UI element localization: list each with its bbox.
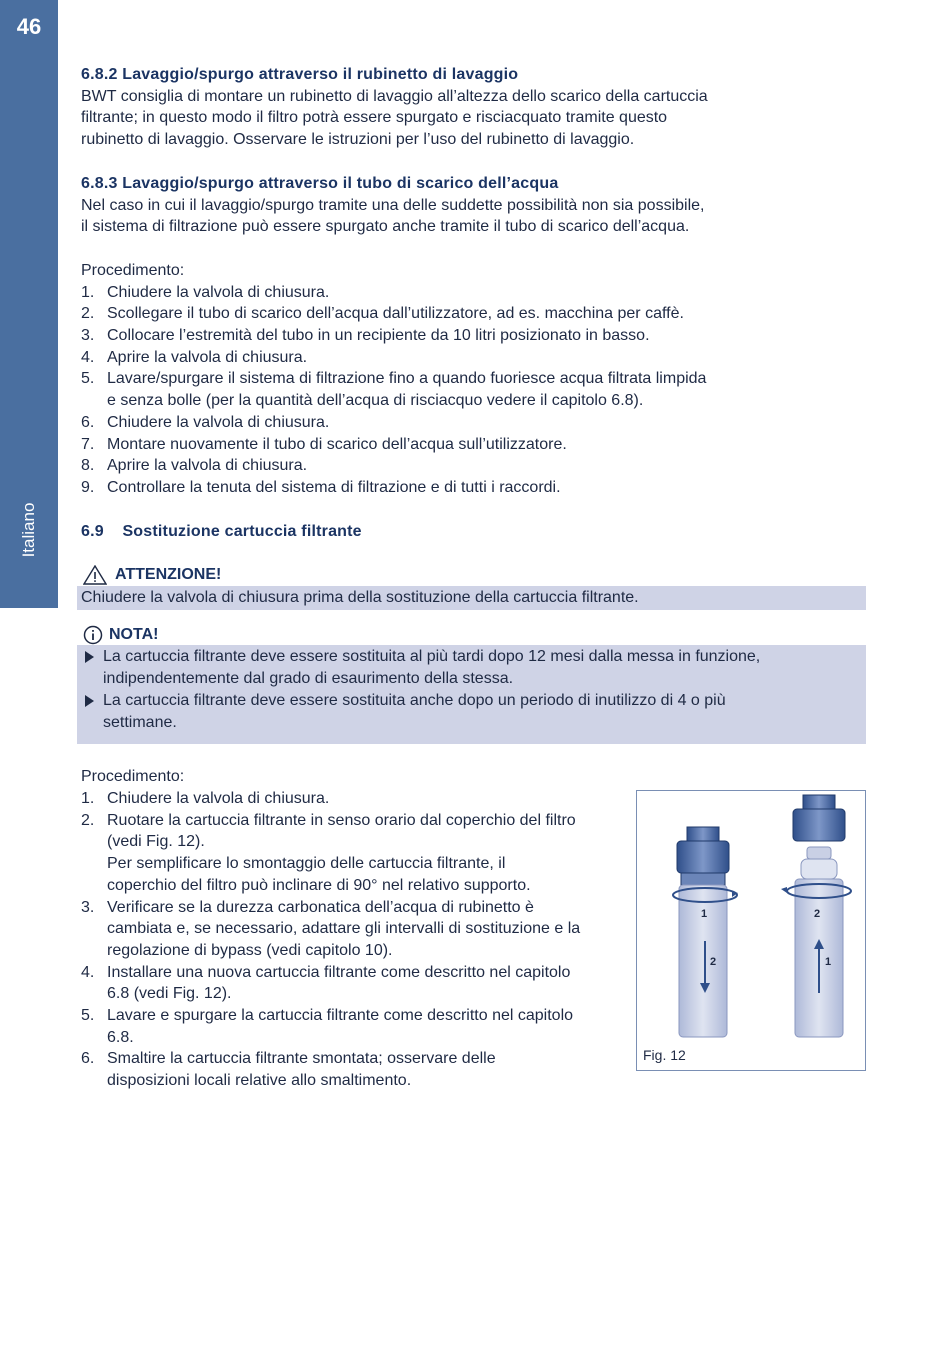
step-text: 6.8. bbox=[107, 1028, 134, 1046]
step-text: disposizioni locali relative allo smaltimento. bbox=[107, 1072, 412, 1090]
step-text: regolazione di bypass (vedi capitolo 10). bbox=[107, 941, 393, 959]
bullet-arrow-icon bbox=[85, 695, 94, 707]
step-text: cambiata e, se necessario, adattare gli intervalli di sostituzione e la bbox=[107, 920, 581, 938]
step-number: 9. bbox=[81, 478, 95, 496]
step-number: 5. bbox=[81, 370, 95, 388]
procedure-list-6-8-3 bbox=[81, 282, 871, 499]
step-number: 7. bbox=[81, 435, 95, 453]
step-text: Montare nuovamente il tubo di scarico dell’acqua sull’utilizzatore. bbox=[107, 435, 567, 453]
step-text: 6.8 (vedi Fig. 12). bbox=[107, 985, 232, 1003]
paragraph-6-8-3: Nel caso in cui il lavaggio/spurgo tramite una delle suddette possibilità non sia possibile, il sistema di filtrazione può essere spurgato anche tramite il tubo di scarico dell’acqua. bbox=[81, 196, 705, 236]
step-number: 6. bbox=[81, 413, 95, 431]
heading-6-8-3: 6.8.3 Lavaggio/spurgo attraverso il tubo di scarico dell’acqua bbox=[81, 174, 559, 192]
replacement-procedure bbox=[81, 766, 871, 1092]
note-bullet: La cartuccia filtrante deve essere sostituita anche dopo un periodo di inutilizzo di 4 o più settimane. bbox=[81, 690, 862, 733]
page-number: 46 bbox=[16, 14, 42, 39]
step-text: Chiudere la valvola di chiusura. bbox=[107, 413, 330, 431]
note-box bbox=[77, 645, 866, 744]
procedure-step bbox=[81, 897, 626, 962]
note-bullet: La cartuccia filtrante deve essere sostituita al più tardi dopo 12 mesi dalla messa in funzione, indipendentemente dal grado di esaurimento della stessa. bbox=[81, 646, 862, 689]
procedure-step bbox=[81, 347, 871, 369]
step-text: Ruotare la cartuccia filtrante in senso orario dal coperchio del filtro bbox=[107, 811, 576, 829]
note-header bbox=[83, 624, 871, 646]
step-text: (vedi Fig. 12). bbox=[107, 833, 205, 851]
procedure-step bbox=[81, 434, 871, 456]
paragraph-6-8-2: BWT consiglia di montare un rubinetto di lavaggio all’altezza dello scarico della cartuccia filtrante; in questo modo il filtro potrà essere spurgato e risciacquato tramite questo rubinetto di lavaggio. Osservare le istruzioni per l’uso del rubinetto di lavaggio. bbox=[81, 87, 708, 149]
bullet-arrow-icon bbox=[85, 651, 94, 663]
step-text: Per semplificare lo smontaggio delle cartuccia filtrante, il bbox=[107, 855, 506, 873]
step-text: Aprire la valvola di chiusura. bbox=[107, 457, 308, 475]
procedure-step bbox=[81, 325, 871, 347]
step-number: 1. bbox=[81, 789, 95, 807]
step-text: Collocare l’estremità del tubo in un recipiente da 10 litri posizionato in basso. bbox=[107, 327, 650, 345]
procedure-step bbox=[81, 1005, 626, 1048]
cartridge-left bbox=[673, 827, 738, 1037]
step-number: 2. bbox=[81, 811, 95, 829]
step-number: 8. bbox=[81, 457, 95, 475]
step-text: Installare una nuova cartuccia filtrante come descritto nel capitolo bbox=[107, 963, 571, 981]
figure-12 bbox=[636, 790, 866, 1071]
procedure-label: Procedimento: bbox=[81, 261, 185, 279]
warning-label: ATTENZIONE! bbox=[115, 566, 222, 584]
step-text: Verificare se la durezza carbonatica dell’acqua di rubinetto è bbox=[107, 898, 534, 916]
step-text: Lavare/spurgare il sistema di filtrazione fino a quando fuoriesce acqua filtrata limpida bbox=[107, 370, 707, 388]
step-text: coperchio del filtro può inclinare di 90° nel relativo supporto. bbox=[107, 876, 531, 894]
step-text: Chiudere la valvola di chiusura. bbox=[107, 283, 330, 301]
procedure-step bbox=[81, 412, 871, 434]
procedure-step bbox=[81, 282, 871, 304]
procedure-step bbox=[81, 477, 871, 499]
warning-box bbox=[77, 586, 866, 610]
warning-header bbox=[83, 564, 871, 586]
figure-left-num-2: 2 bbox=[710, 956, 717, 969]
figure-caption: Fig. 12 bbox=[643, 1046, 686, 1063]
info-icon bbox=[83, 625, 103, 645]
step-text: Controllare la tenuta del sistema di filtrazione e di tutti i raccordi. bbox=[107, 478, 561, 496]
step-number: 4. bbox=[81, 348, 95, 366]
step-text: e senza bolle (per la quantità dell’acqua di risciacquo vedere il capitolo 6.8). bbox=[107, 392, 644, 410]
step-number: 3. bbox=[81, 327, 95, 345]
page-content bbox=[81, 64, 871, 1092]
filter-cartridge-illustration bbox=[637, 791, 865, 1049]
heading-6-9: 6.9 Sostituzione cartuccia filtrante bbox=[81, 522, 362, 540]
procedure-step bbox=[81, 962, 626, 1005]
step-text: Chiudere la valvola di chiusura. bbox=[107, 789, 330, 807]
language-label: Italiano bbox=[19, 502, 38, 558]
step-text: Lavare e spurgare la cartuccia filtrante come descritto nel capitolo bbox=[107, 1007, 574, 1025]
heading-6-8-2: 6.8.2 Lavaggio/spurgo attraverso il rubinetto di lavaggio bbox=[81, 66, 519, 83]
cartridge-right bbox=[781, 795, 851, 1037]
procedure-list-6-9 bbox=[81, 788, 626, 1092]
step-number: 6. bbox=[81, 1050, 95, 1068]
step-text: Aprire la valvola di chiusura. bbox=[107, 348, 308, 366]
step-number: 5. bbox=[81, 1007, 95, 1025]
step-number: 4. bbox=[81, 963, 95, 981]
procedure-step bbox=[81, 810, 626, 897]
procedure-step bbox=[81, 788, 626, 810]
procedure-step bbox=[81, 303, 871, 325]
figure-left-num-1: 1 bbox=[701, 908, 708, 921]
procedure-step bbox=[81, 455, 871, 477]
note-label: NOTA! bbox=[109, 625, 159, 643]
page-sidebar bbox=[0, 0, 58, 608]
procedure-step bbox=[81, 1048, 626, 1091]
step-number: 2. bbox=[81, 305, 95, 323]
warning-icon bbox=[83, 565, 107, 585]
figure-right-num-2: 2 bbox=[814, 908, 821, 921]
procedure-step bbox=[81, 368, 871, 411]
step-number: 3. bbox=[81, 898, 95, 916]
step-number: 1. bbox=[81, 283, 95, 301]
step-text: Smaltire la cartuccia filtrante smontata; osservare delle bbox=[107, 1050, 496, 1068]
step-text: Scollegare il tubo di scarico dell’acqua dall’utilizzatore, ad es. macchina per caffè. bbox=[107, 305, 684, 323]
procedure-label: Procedimento: bbox=[81, 768, 185, 786]
figure-right-num-1: 1 bbox=[825, 956, 832, 969]
warning-text: Chiudere la valvola di chiusura prima della sostituzione della cartuccia filtrante. bbox=[81, 589, 639, 607]
